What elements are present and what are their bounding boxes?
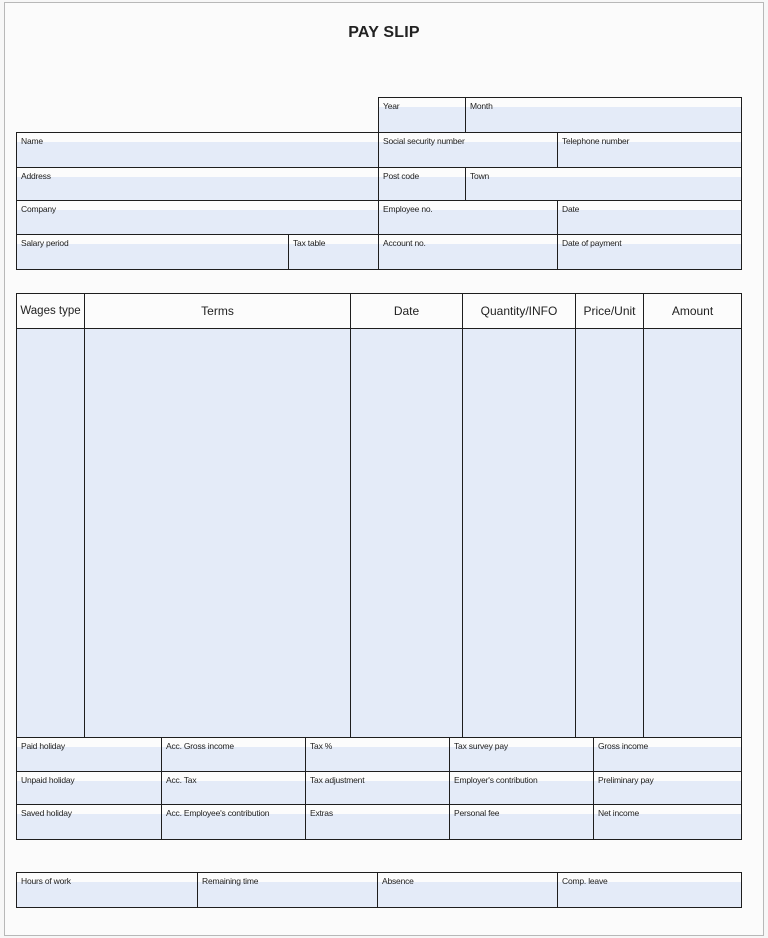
address-label: Address <box>21 171 51 181</box>
column-header-date: Date <box>350 293 463 329</box>
acc-gross-income-label: Acc. Gross income <box>166 741 234 751</box>
preliminary-pay-field[interactable] <box>593 771 742 805</box>
name-label: Name <box>21 136 43 146</box>
acc-employees-contribution-label: Acc. Employee's contribution <box>166 808 270 818</box>
acc-gross-income-field[interactable] <box>161 737 306 772</box>
tax-adjustment-field[interactable] <box>305 771 450 805</box>
tax-survey-pay-field[interactable] <box>449 737 594 772</box>
paid-holiday-field[interactable] <box>16 737 162 772</box>
personal-fee-label: Personal fee <box>454 808 500 818</box>
unpaid-holiday-field[interactable] <box>16 771 162 805</box>
gross-income-label: Gross income <box>598 741 649 751</box>
account-no-label: Account no. <box>383 238 426 248</box>
hours-of-work-label: Hours of work <box>21 876 71 886</box>
acc-tax-field[interactable] <box>161 771 306 805</box>
social-security-number-field[interactable] <box>378 132 558 168</box>
tax-table-label: Tax table <box>293 238 326 248</box>
employee-no-label: Employee no. <box>383 204 433 214</box>
account-no-field[interactable] <box>378 234 558 270</box>
gross-income-field[interactable] <box>593 737 742 772</box>
remaining-time-label: Remaining time <box>202 876 259 886</box>
social-security-number-label: Social security number <box>383 136 465 146</box>
column-header-price-unit: Price/Unit <box>575 293 644 329</box>
date-column[interactable] <box>350 328 463 738</box>
post-code-field[interactable] <box>378 167 466 201</box>
year-label: Year <box>383 101 400 111</box>
telephone-number-field[interactable] <box>557 132 742 168</box>
tax-percent-label: Tax % <box>310 741 333 751</box>
salary-period-label: Salary period <box>21 238 69 248</box>
unpaid-holiday-label: Unpaid holiday <box>21 775 75 785</box>
absence-field[interactable] <box>377 872 558 908</box>
hours-of-work-field[interactable] <box>16 872 198 908</box>
acc-employees-contribution-field[interactable] <box>161 804 306 840</box>
column-header-amount: Amount <box>643 293 742 329</box>
column-header-terms: Terms <box>84 293 351 329</box>
amount-column[interactable] <box>643 328 742 738</box>
tax-adjustment-label: Tax adjustment <box>310 775 365 785</box>
comp-leave-field[interactable] <box>557 872 742 908</box>
paid-holiday-label: Paid holiday <box>21 741 65 751</box>
date-of-payment-label: Date of payment <box>562 238 622 248</box>
date-field[interactable] <box>557 200 742 235</box>
wages-type-column[interactable] <box>16 328 85 738</box>
extras-field[interactable] <box>305 804 450 840</box>
tax-table-field[interactable] <box>288 234 379 270</box>
date-of-payment-field[interactable] <box>557 234 742 270</box>
acc-tax-label: Acc. Tax <box>166 775 197 785</box>
town-field[interactable] <box>465 167 742 201</box>
price-unit-column[interactable] <box>575 328 644 738</box>
saved-holiday-label: Saved holiday <box>21 808 72 818</box>
employers-contribution-field[interactable] <box>449 771 594 805</box>
post-code-label: Post code <box>383 171 420 181</box>
comp-leave-label: Comp. leave <box>562 876 608 886</box>
absence-label: Absence <box>382 876 414 886</box>
year-field[interactable] <box>378 97 466 133</box>
employee-no-field[interactable] <box>378 200 558 235</box>
month-field[interactable] <box>465 97 742 133</box>
company-field[interactable] <box>16 200 379 235</box>
tax-percent-field[interactable] <box>305 737 450 772</box>
column-header-wages-type: Wages type <box>16 293 85 329</box>
extras-label: Extras <box>310 808 333 818</box>
net-income-label: Net income <box>598 808 639 818</box>
salary-period-field[interactable] <box>16 234 289 270</box>
terms-column[interactable] <box>84 328 351 738</box>
month-label: Month <box>470 101 493 111</box>
name-field[interactable] <box>16 132 379 168</box>
tax-survey-pay-label: Tax survey pay <box>454 741 508 751</box>
remaining-time-field[interactable] <box>197 872 378 908</box>
personal-fee-field[interactable] <box>449 804 594 840</box>
saved-holiday-field[interactable] <box>16 804 162 840</box>
preliminary-pay-label: Preliminary pay <box>598 775 654 785</box>
town-label: Town <box>470 171 490 181</box>
telephone-number-label: Telephone number <box>562 136 630 146</box>
page-title: PAY SLIP <box>348 24 420 41</box>
address-field[interactable] <box>16 167 379 201</box>
column-header-quantity-info: Quantity/INFO <box>462 293 576 329</box>
employers-contribution-label: Employer's contribution <box>454 775 538 785</box>
date-label: Date <box>562 204 580 214</box>
company-label: Company <box>21 204 56 214</box>
net-income-field[interactable] <box>593 804 742 840</box>
quantity-info-column[interactable] <box>462 328 576 738</box>
